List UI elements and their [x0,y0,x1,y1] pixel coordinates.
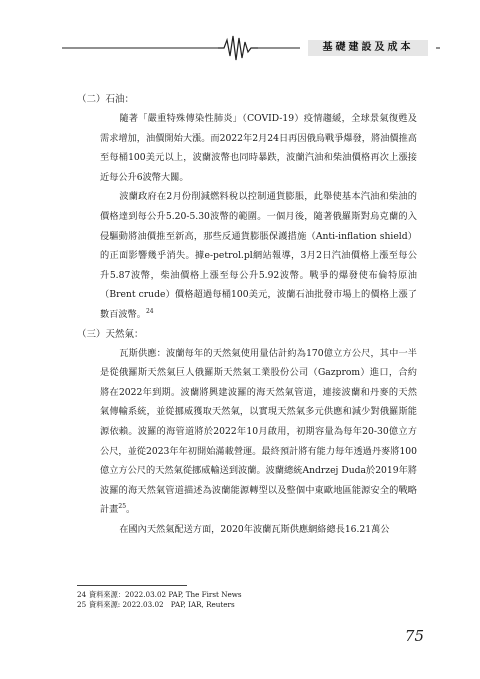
footnote-24-number: 24 [77,590,87,599]
gas-paragraph-2: 在國內天然氣配送方面，2020年波蘭瓦斯供應網絡總長16.21萬公 [119,523,390,535]
oil-paragraph-1: 隨著「嚴重特殊傳染性肺炎」（COVID-19）疫情趨緩，全球景氣復甦及需求增加，油價開始大漲。而2022年2月24日再因俄烏戰爭爆發，將油價推高至每桶100美元以上，波蘭波幣也同時暴跌，波蘭汽油和柴油價格再次上漲接近每公升6波幣大關。 [100,113,417,183]
footnote-24-text: 資料來源：2022.03.02 PAP, The First News [89,590,242,599]
section-heading-oil: （二）石油： [77,94,135,105]
footnote-divider [77,585,187,586]
gas-paragraph-1-text: 瓦斯供應：波蘭每年的天然氣使用量估計約為170億立方公尺，其中一半是從俄羅斯天然氣巨人俄羅斯天然氣工業股份公司（Gazprom）進口，合約將在2022年到期。波蘭將興建波羅的海天然氣管道，連接波蘭和丹麥的天然氣傳輸系統，並從挪威獲取天然氣，以實現天然氣多元供應和減少對俄羅斯能源依賴。波羅的海管道將於2022年10月啟用，初期容量為每年20-30億立方公尺，並從2023年年初開始滿載營運。最終預計將有能力每年透過丹麥將100億立方公尺的天然氣從挪威輸送到波蘭。波蘭總統Andrzej Duda於2019年將波羅的海天然氣管道描述為波蘭能源轉型以及整個中東歐地區能源安全的戰略計畫 [100,347,417,516]
header-title: 基礎建設及成本 [308,40,428,56]
footnote-ref-25: 25 [118,503,127,511]
footnotes [77,590,417,610]
footnote-24 [77,590,417,600]
page-body [77,90,417,539]
oil-paragraph-2-text: 波蘭政府在2月份削減燃料稅以控制通貨膨脹，此舉使基本汽油和柴油的價格達到每公升5.20-5.30波幣的範圍。一個月後，隨著俄羅斯對烏克蘭的入侵驅動將油價推至新高，那些反通貨膨脹保護措施（Anti-inflation shield）的正面影響幾乎消失。據e-petrol.pl網站報導，3月2日汽油價格上漲至每公升5.87波幣，柴油價格上漲至每公升5.92波幣。戰爭的爆發使布倫特原油（Brent crude）價格超過每桶100美元，波蘭石油批發市場上的價格上漲了數百波幣。 [100,191,417,320]
footnote-25-text: 資料來源: 2022.03.02 PAP, IAR, Reuters [89,600,235,609]
footnote-25 [77,600,417,610]
page-number: 75 [404,627,424,645]
section-heading-gas: （三）天然氣： [77,328,144,340]
running-header [0,28,480,68]
footnote-ref-24: 24 [145,307,154,315]
gas-paragraph-1: 瓦斯供應：波蘭每年的天然氣使用量估計約為170億立方公尺，其中一半是從俄羅斯天然氣巨人俄羅斯天然氣工業股份公司（Gazprom）進口，合約將在2022年到期。波蘭將興建波羅的海天然氣管道，連接波蘭和丹麥的天然氣傳輸系統，並從挪威獲取天然氣，以實現天然氣多元供應和減少對俄羅斯能源依賴。波羅的海管道將於2022年10月啟用，初期容量為每年20-30億立方公尺，並從2023年年初開始滿載營運。最終預計將有能力每年透過丹麥將100億立方公尺的天然氣從挪威輸送到波蘭。波蘭總統Andrzej Duda於2019年將波羅的海天然氣管道描述為波蘭能源轉型以及整個中東歐地區能源安全的戰略計畫$^{25}$。 [100,347,417,516]
footnote-25-number: 25 [77,600,87,609]
oil-paragraph-2 [77,187,417,324]
